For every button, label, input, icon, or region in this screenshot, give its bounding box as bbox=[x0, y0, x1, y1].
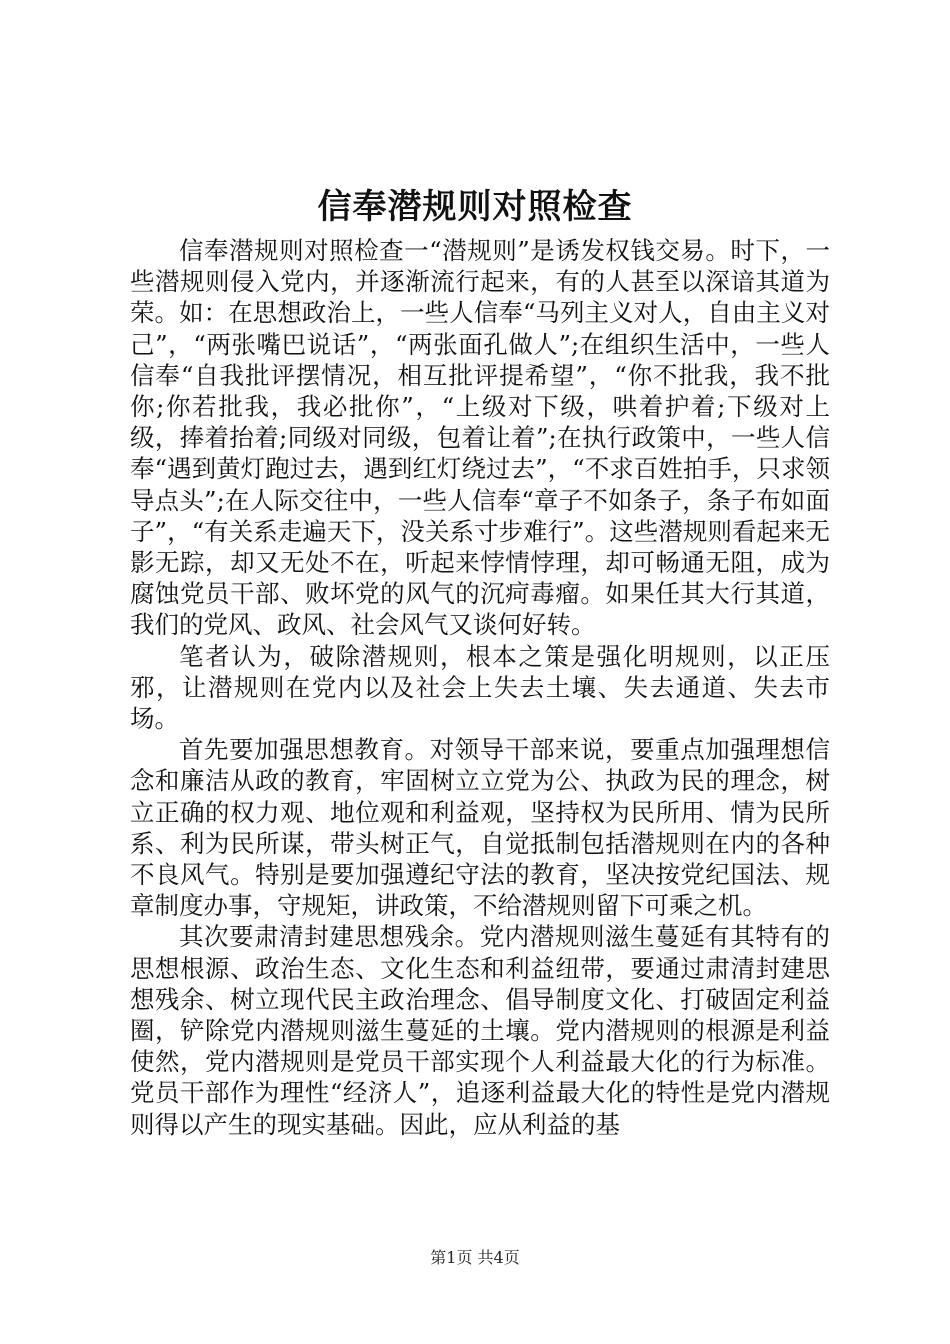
paragraph-1: 信奉潜规则对照检查一“潜规则”是诱发权钱交易。时下，一些潜规则侵入党内，并逐渐流行起来，有的人甚至以深谙其道为荣。如：在思想政治上，一些人信奉“马列主义对人，自由主义对己”，“两张嘴巴说话”，“两张面孔做人”;在组织生活中，一些人信奉“自我批评摆情况，相互批评提希望”，“你不批我，我不批你;你若批我，我必批你”，“上级对下级，哄着护着;下级对上级，捧着抬着;同级对同级，包着让着”;在执行政策中，一些人信奉“遇到黄灯跑过去，遇到红灯绕过去”，“不求百姓拍手，只求领导点头”;在人际交往中，一些人信奉“章子不如条子，条子布如面子”，“有关系走遍天下，没关系寸步难行”。这些潜规则看起来无影无踪，却又无处不在，听起来悖情悖理，却可畅通无阻，成为腐蚀党员干部、败坏党的风气的沉疴毒瘤。如果任其大行其道，我们的党风、政风、社会风气又谈何好转。 bbox=[130, 236, 830, 640]
document-body bbox=[130, 235, 830, 1140]
document-title: 信奉潜规则对照检查 bbox=[317, 187, 633, 227]
paragraph-4: 其次要肃清封建思想残余。党内潜规则滋生蔓延有其特有的思想根源、政治生态、文化生态和利益纽带，要通过肃清封建思想残余、树立现代民主政治理念、倡导制度文化、打破固定利益圈，铲除党内潜规则滋生蔓延的土壤。党内潜规则的根源是利益使然，党内潜规则是党员干部实现个人利益最大化的行为标准。党员干部作为理性“经济人”，追逐利益最大化的特性是党内潜规则得以产生的现实基础。因此，应从利益的基 bbox=[130, 922, 830, 1139]
paragraph-2: 笔者认为，破除潜规则，根本之策是强化明规则，以正压邪，让潜规则在党内以及社会上失去土壤、失去通道、失去市场。 bbox=[130, 641, 830, 734]
page-number-footer: 第1页 共4页 bbox=[430, 1248, 520, 1267]
paragraph-3: 首先要加强思想教育。对领导干部来说，要重点加强理想信念和廉洁从政的教育，牢固树立立党为公、执政为民的理念，树立正确的权力观、地位观和利益观，坚持权为民所用、情为民所系、利为民所谋，带头树正气，自觉抵制包括潜规则在内的各种不良风气。特别是要加强遵纪守法的教育，坚决按党纪国法、规章制度办事，守规矩，讲政策，不给潜规则留下可乘之机。 bbox=[130, 735, 830, 921]
